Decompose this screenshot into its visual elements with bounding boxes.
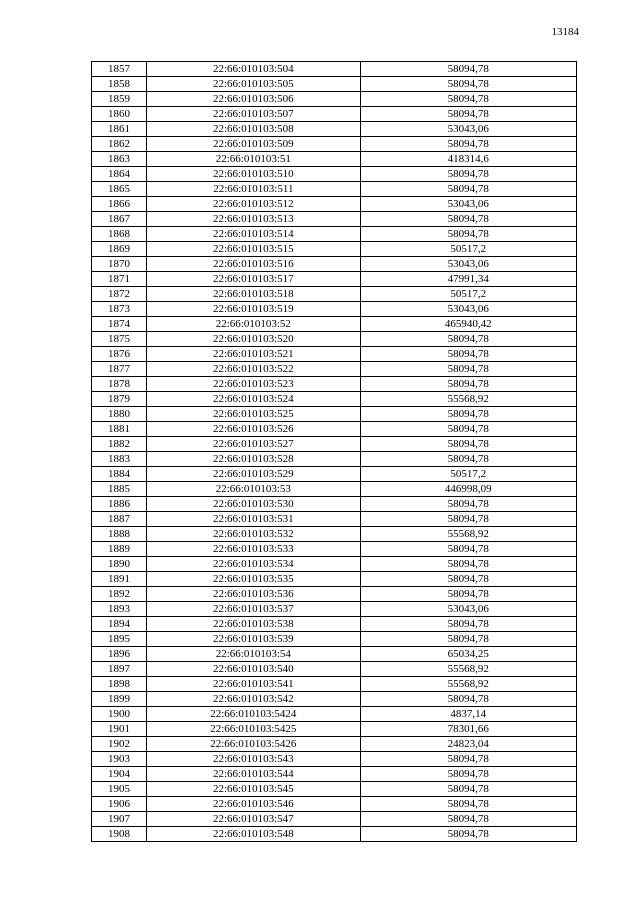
cadastral-value-cell: 55568,92: [360, 677, 576, 692]
table-body: [92, 62, 577, 842]
cadastral-number-cell: 22:66:010103:528: [147, 452, 360, 467]
row-number-cell: 1887: [92, 512, 147, 527]
cadastral-value-cell: 58094,78: [360, 107, 576, 122]
cadastral-number-cell: 22:66:010103:507: [147, 107, 360, 122]
table-row: [92, 797, 577, 812]
cadastral-number-cell: 22:66:010103:519: [147, 302, 360, 317]
cadastral-value-cell: 78301,66: [360, 722, 576, 737]
cadastral-number-cell: 22:66:010103:536: [147, 587, 360, 602]
cadastral-number-cell: 22:66:010103:529: [147, 467, 360, 482]
row-number-cell: 1905: [92, 782, 147, 797]
cadastral-value-cell: 58094,78: [360, 407, 576, 422]
cadastral-value-cell: 58094,78: [360, 377, 576, 392]
cadastral-value-cell: 58094,78: [360, 437, 576, 452]
row-number-cell: 1870: [92, 257, 147, 272]
table-row: [92, 62, 577, 77]
table-row: [92, 677, 577, 692]
cadastral-value-cell: 58094,78: [360, 92, 576, 107]
table-row: [92, 392, 577, 407]
row-number-cell: 1866: [92, 197, 147, 212]
table-row: [92, 812, 577, 827]
row-number-cell: 1895: [92, 632, 147, 647]
table-row: [92, 497, 577, 512]
cadastral-value-cell: 58094,78: [360, 587, 576, 602]
table-row: [92, 302, 577, 317]
cadastral-value-cell: 58094,78: [360, 497, 576, 512]
table-row: [92, 827, 577, 842]
table-row: [92, 527, 577, 542]
cadastral-value-cell: 55568,92: [360, 662, 576, 677]
table-row: [92, 557, 577, 572]
table-row: [92, 407, 577, 422]
table-row: [92, 137, 577, 152]
row-number-cell: 1861: [92, 122, 147, 137]
table-row: [92, 452, 577, 467]
cadastral-number-cell: 22:66:010103:537: [147, 602, 360, 617]
row-number-cell: 1890: [92, 557, 147, 572]
row-number-cell: 1888: [92, 527, 147, 542]
cadastral-number-cell: 22:66:010103:545: [147, 782, 360, 797]
cadastral-value-cell: 58094,78: [360, 767, 576, 782]
cadastral-number-cell: 22:66:010103:547: [147, 812, 360, 827]
cadastral-value-cell: 53043,06: [360, 122, 576, 137]
cadastral-value-cell: 58094,78: [360, 182, 576, 197]
row-number-cell: 1871: [92, 272, 147, 287]
cadastral-number-cell: 22:66:010103:520: [147, 332, 360, 347]
table-row: [92, 602, 577, 617]
cadastral-number-cell: 22:66:010103:509: [147, 137, 360, 152]
cadastral-value-cell: 4837,14: [360, 707, 576, 722]
table-row: [92, 512, 577, 527]
cadastral-number-cell: 22:66:010103:546: [147, 797, 360, 812]
row-number-cell: 1857: [92, 62, 147, 77]
cadastral-value-cell: 58094,78: [360, 632, 576, 647]
cadastral-number-cell: 22:66:010103:544: [147, 767, 360, 782]
table-row: [92, 182, 577, 197]
cadastral-value-cell: 418314,6: [360, 152, 576, 167]
table-row: [92, 122, 577, 137]
cadastral-number-cell: 22:66:010103:510: [147, 167, 360, 182]
row-number-cell: 1903: [92, 752, 147, 767]
table-row: [92, 542, 577, 557]
cadastral-number-cell: 22:66:010103:53: [147, 482, 360, 497]
table-row: [92, 377, 577, 392]
row-number-cell: 1868: [92, 227, 147, 242]
cadastral-number-cell: 22:66:010103:548: [147, 827, 360, 842]
row-number-cell: 1883: [92, 452, 147, 467]
cadastral-number-cell: 22:66:010103:539: [147, 632, 360, 647]
cadastral-number-cell: 22:66:010103:524: [147, 392, 360, 407]
row-number-cell: 1875: [92, 332, 147, 347]
cadastral-number-cell: 22:66:010103:517: [147, 272, 360, 287]
row-number-cell: 1864: [92, 167, 147, 182]
row-number-cell: 1878: [92, 377, 147, 392]
table-row: [92, 692, 577, 707]
row-number-cell: 1893: [92, 602, 147, 617]
cadastral-value-cell: 50517,2: [360, 287, 576, 302]
cadastral-number-cell: 22:66:010103:534: [147, 557, 360, 572]
cadastral-value-cell: 58094,78: [360, 512, 576, 527]
cadastral-number-cell: 22:66:010103:522: [147, 362, 360, 377]
table-row: [92, 707, 577, 722]
table-row: [92, 287, 577, 302]
table-row: [92, 272, 577, 287]
cadastral-number-cell: 22:66:010103:504: [147, 62, 360, 77]
cadastral-value-cell: 58094,78: [360, 557, 576, 572]
table-row: [92, 617, 577, 632]
cadastral-value-cell: 50517,2: [360, 467, 576, 482]
row-number-cell: 1902: [92, 737, 147, 752]
table-row: [92, 482, 577, 497]
cadastral-value-cell: 58094,78: [360, 137, 576, 152]
cadastral-number-cell: 22:66:010103:523: [147, 377, 360, 392]
table-row: [92, 722, 577, 737]
table-row: [92, 752, 577, 767]
row-number-cell: 1901: [92, 722, 147, 737]
row-number-cell: 1899: [92, 692, 147, 707]
row-number-cell: 1860: [92, 107, 147, 122]
row-number-cell: 1874: [92, 317, 147, 332]
cadastral-number-cell: 22:66:010103:530: [147, 497, 360, 512]
cadastral-number-cell: 22:66:010103:5426: [147, 737, 360, 752]
cadastral-value-cell: 50517,2: [360, 242, 576, 257]
row-number-cell: 1859: [92, 92, 147, 107]
cadastral-number-cell: 22:66:010103:513: [147, 212, 360, 227]
table-row: [92, 152, 577, 167]
cadastral-value-cell: 465940,42: [360, 317, 576, 332]
cadastral-number-cell: 22:66:010103:516: [147, 257, 360, 272]
cadastral-value-cell: 58094,78: [360, 362, 576, 377]
cadastral-number-cell: 22:66:010103:531: [147, 512, 360, 527]
cadastral-value-cell: 65034,25: [360, 647, 576, 662]
cadastral-value-cell: 58094,78: [360, 227, 576, 242]
cadastral-number-cell: 22:66:010103:505: [147, 77, 360, 92]
row-number-cell: 1906: [92, 797, 147, 812]
cadastral-number-cell: 22:66:010103:521: [147, 347, 360, 362]
cadastral-number-cell: 22:66:010103:54: [147, 647, 360, 662]
cadastral-number-cell: 22:66:010103:525: [147, 407, 360, 422]
table-row: [92, 362, 577, 377]
row-number-cell: 1886: [92, 497, 147, 512]
row-number-cell: 1863: [92, 152, 147, 167]
table-row: [92, 647, 577, 662]
table-row: [92, 347, 577, 362]
row-number-cell: 1867: [92, 212, 147, 227]
cadastral-number-cell: 22:66:010103:508: [147, 122, 360, 137]
table-row: [92, 242, 577, 257]
cadastral-value-cell: 55568,92: [360, 392, 576, 407]
row-number-cell: 1872: [92, 287, 147, 302]
cadastral-value-cell: 446998,09: [360, 482, 576, 497]
row-number-cell: 1876: [92, 347, 147, 362]
table-row: [92, 782, 577, 797]
cadastral-value-cell: 58094,78: [360, 812, 576, 827]
cadastral-number-cell: 22:66:010103:506: [147, 92, 360, 107]
row-number-cell: 1873: [92, 302, 147, 317]
cadastral-value-cell: 58094,78: [360, 347, 576, 362]
table-row: [92, 737, 577, 752]
cadastral-number-cell: 22:66:010103:515: [147, 242, 360, 257]
page-number: 13184: [551, 26, 579, 38]
cadastral-value-cell: 58094,78: [360, 332, 576, 347]
cadastral-value-cell: 58094,78: [360, 77, 576, 92]
cadastral-value-cell: 53043,06: [360, 197, 576, 212]
row-number-cell: 1880: [92, 407, 147, 422]
table-row: [92, 257, 577, 272]
cadastral-number-cell: 22:66:010103:541: [147, 677, 360, 692]
cadastral-number-cell: 22:66:010103:514: [147, 227, 360, 242]
cadastral-number-cell: 22:66:010103:526: [147, 422, 360, 437]
cadastral-number-cell: 22:66:010103:535: [147, 572, 360, 587]
table-row: [92, 77, 577, 92]
cadastral-number-cell: 22:66:010103:5425: [147, 722, 360, 737]
cadastral-value-cell: 58094,78: [360, 572, 576, 587]
cadastral-value-cell: 58094,78: [360, 692, 576, 707]
cadastral-value-cell: 58094,78: [360, 827, 576, 842]
cadastral-value-cell: 58094,78: [360, 542, 576, 557]
cadastral-number-cell: 22:66:010103:52: [147, 317, 360, 332]
cadastral-number-cell: 22:66:010103:543: [147, 752, 360, 767]
cadastral-value-cell: 53043,06: [360, 302, 576, 317]
cadastral-value-cell: 58094,78: [360, 617, 576, 632]
table-row: [92, 227, 577, 242]
cadastral-value-cell: 58094,78: [360, 212, 576, 227]
row-number-cell: 1881: [92, 422, 147, 437]
cadastral-number-cell: 22:66:010103:518: [147, 287, 360, 302]
cadastral-number-cell: 22:66:010103:542: [147, 692, 360, 707]
row-number-cell: 1877: [92, 362, 147, 377]
table-row: [92, 467, 577, 482]
row-number-cell: 1858: [92, 77, 147, 92]
row-number-cell: 1897: [92, 662, 147, 677]
table-row: [92, 437, 577, 452]
row-number-cell: 1865: [92, 182, 147, 197]
cadastral-value-cell: 24823,04: [360, 737, 576, 752]
row-number-cell: 1892: [92, 587, 147, 602]
row-number-cell: 1879: [92, 392, 147, 407]
row-number-cell: 1907: [92, 812, 147, 827]
table-row: [92, 332, 577, 347]
cadastral-number-cell: 22:66:010103:51: [147, 152, 360, 167]
cadastral-value-table: [91, 61, 577, 842]
row-number-cell: 1898: [92, 677, 147, 692]
cadastral-number-cell: 22:66:010103:538: [147, 617, 360, 632]
cadastral-number-cell: 22:66:010103:532: [147, 527, 360, 542]
row-number-cell: 1891: [92, 572, 147, 587]
table-row: [92, 587, 577, 602]
cadastral-value-cell: 58094,78: [360, 797, 576, 812]
table-row: [92, 107, 577, 122]
cadastral-value-cell: 58094,78: [360, 752, 576, 767]
row-number-cell: 1904: [92, 767, 147, 782]
row-number-cell: 1885: [92, 482, 147, 497]
row-number-cell: 1862: [92, 137, 147, 152]
row-number-cell: 1894: [92, 617, 147, 632]
cadastral-number-cell: 22:66:010103:512: [147, 197, 360, 212]
table-row: [92, 662, 577, 677]
cadastral-value-cell: 58094,78: [360, 422, 576, 437]
table-row: [92, 767, 577, 782]
table-row: [92, 572, 577, 587]
cadastral-value-cell: 58094,78: [360, 452, 576, 467]
cadastral-number-cell: 22:66:010103:511: [147, 182, 360, 197]
row-number-cell: 1882: [92, 437, 147, 452]
table-row: [92, 212, 577, 227]
cadastral-value-cell: 58094,78: [360, 62, 576, 77]
cadastral-number-cell: 22:66:010103:540: [147, 662, 360, 677]
cadastral-value-cell: 53043,06: [360, 602, 576, 617]
row-number-cell: 1900: [92, 707, 147, 722]
cadastral-number-cell: 22:66:010103:533: [147, 542, 360, 557]
row-number-cell: 1889: [92, 542, 147, 557]
cadastral-value-cell: 55568,92: [360, 527, 576, 542]
cadastral-value-cell: 47991,34: [360, 272, 576, 287]
table-row: [92, 422, 577, 437]
table-row: [92, 632, 577, 647]
table-row: [92, 167, 577, 182]
cadastral-number-cell: 22:66:010103:5424: [147, 707, 360, 722]
cadastral-value-cell: 58094,78: [360, 167, 576, 182]
row-number-cell: 1896: [92, 647, 147, 662]
row-number-cell: 1869: [92, 242, 147, 257]
table-row: [92, 317, 577, 332]
cadastral-value-cell: 58094,78: [360, 782, 576, 797]
row-number-cell: 1884: [92, 467, 147, 482]
row-number-cell: 1908: [92, 827, 147, 842]
cadastral-number-cell: 22:66:010103:527: [147, 437, 360, 452]
table-row: [92, 92, 577, 107]
cadastral-value-cell: 53043,06: [360, 257, 576, 272]
table-row: [92, 197, 577, 212]
